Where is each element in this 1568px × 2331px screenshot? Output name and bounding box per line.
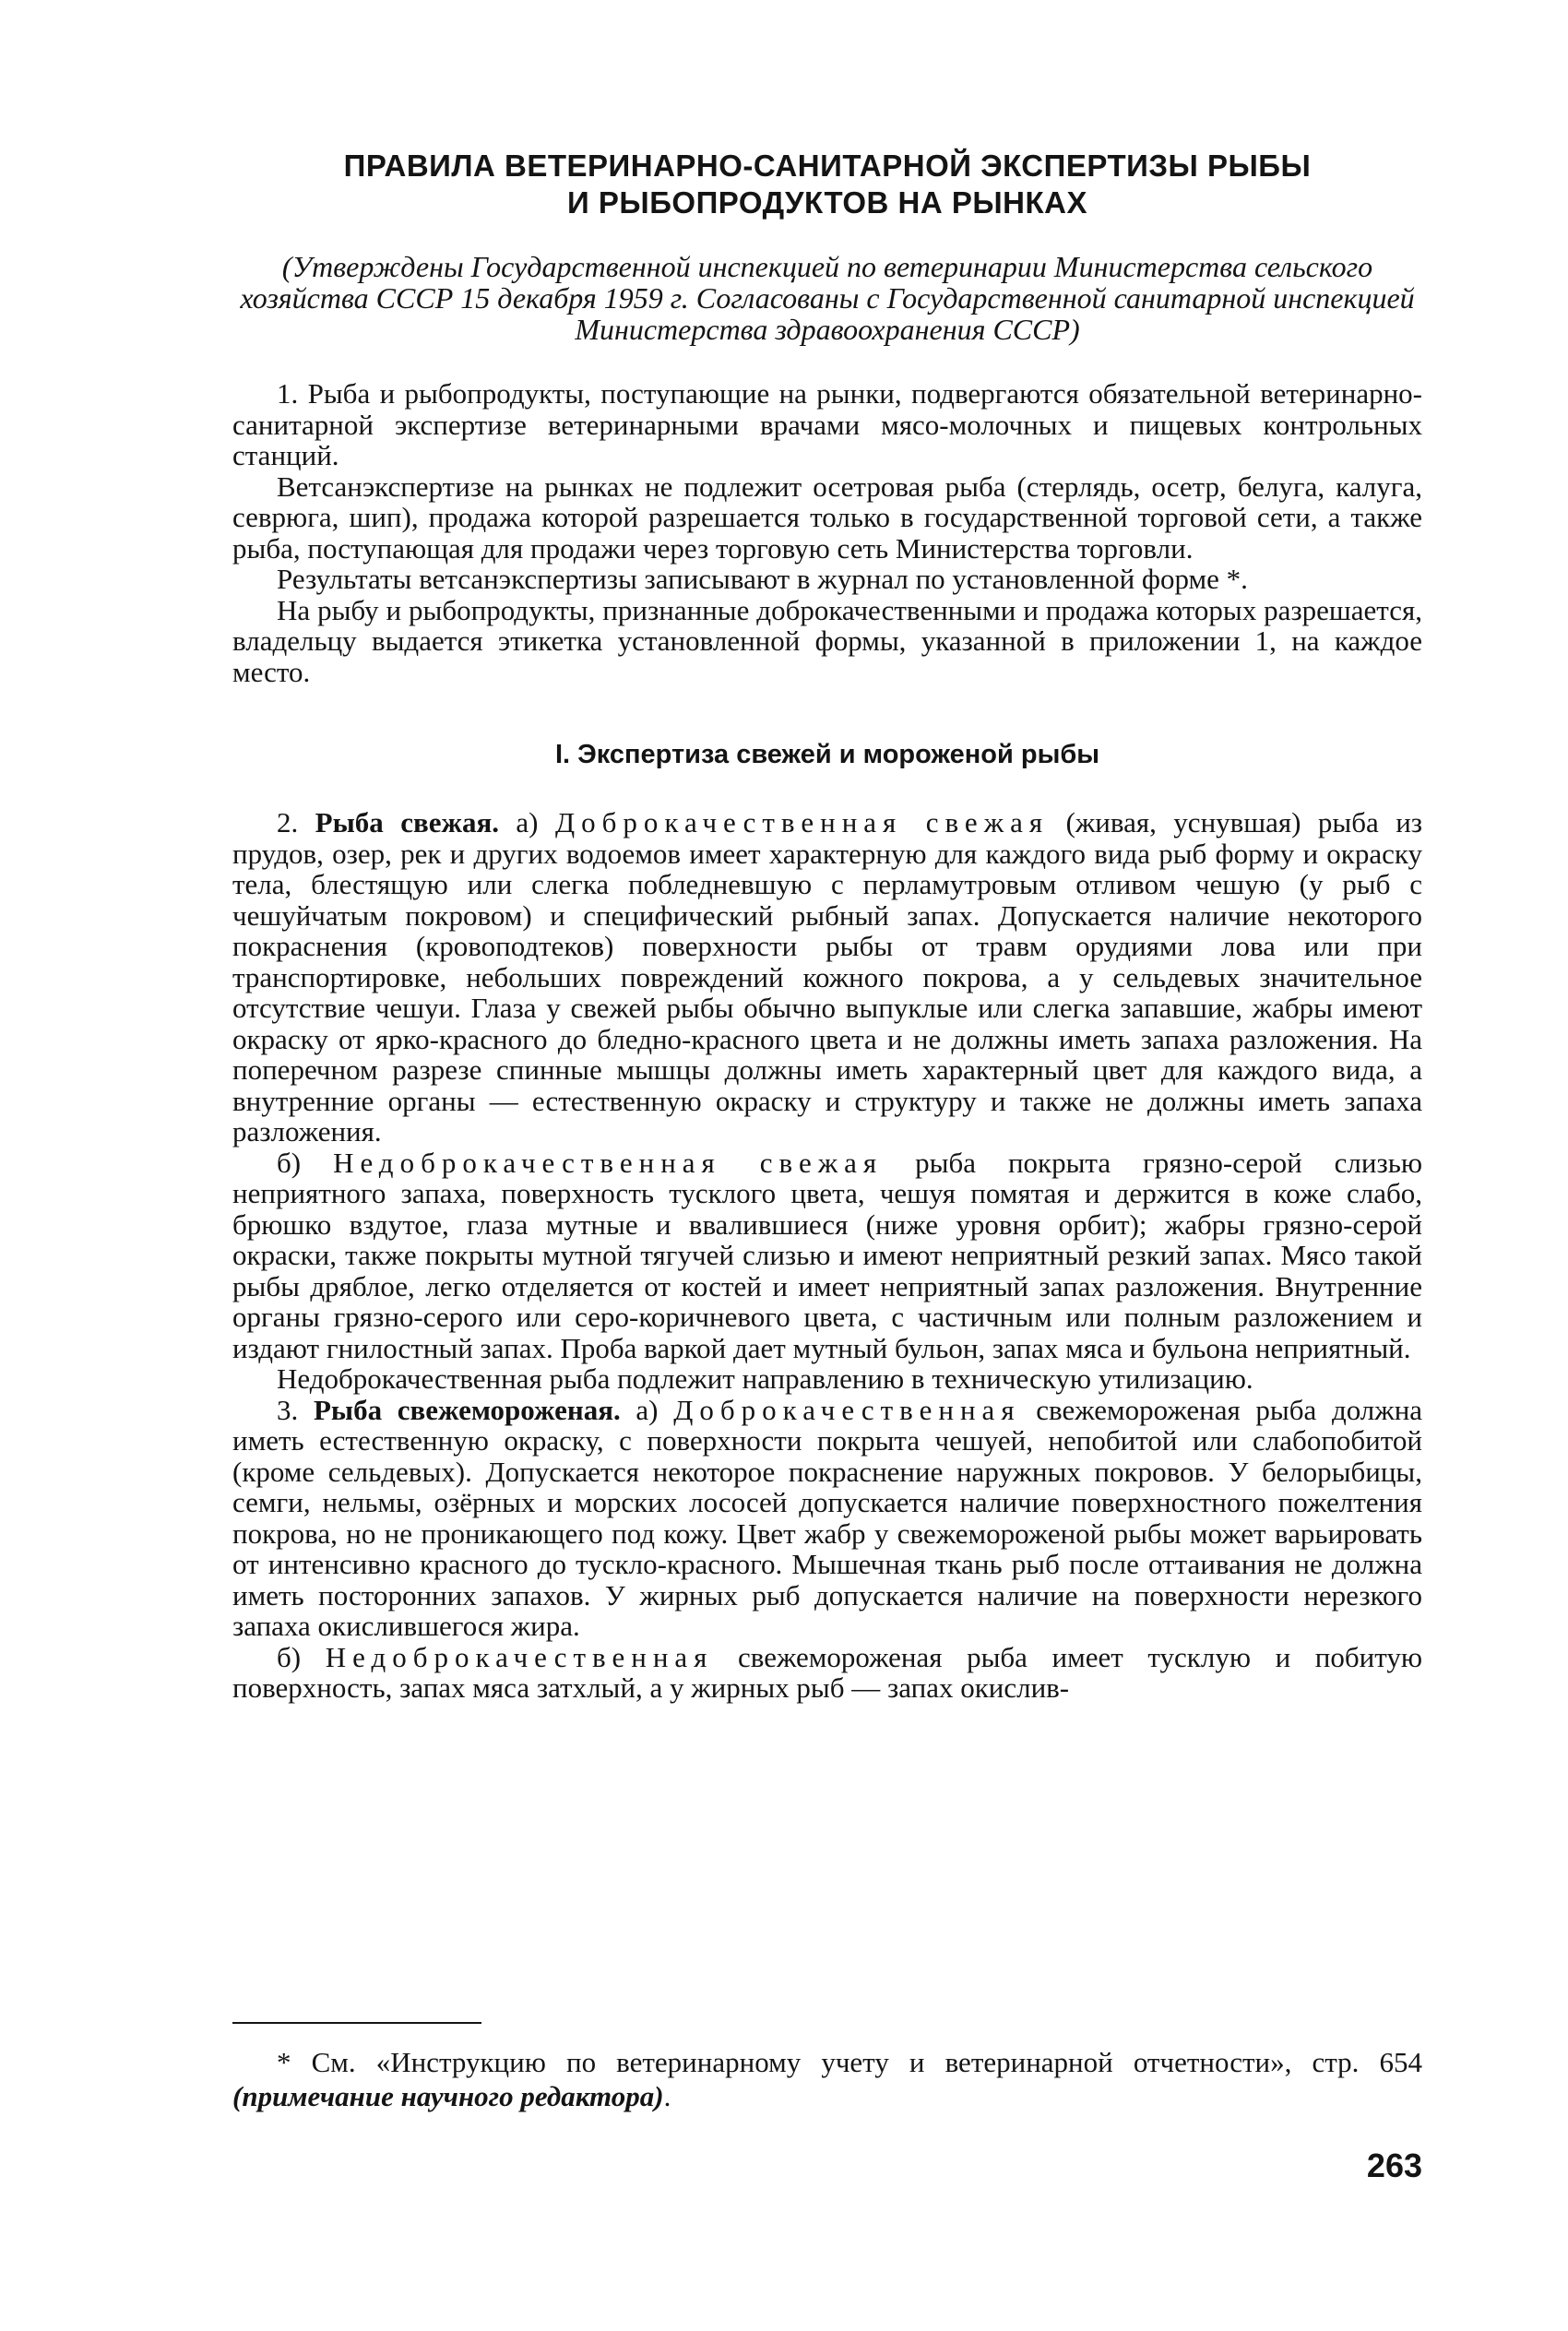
paragraph-3a-text: свежемороженая рыба должна иметь естественную окраску, с поверхности покрыта чешуей, непобитой или слабопобитой (кроме сельдевых). Допускается некоторое покраснение наружных покровов. У белорыбицы, семги, нельмы, озёрных и морских лососей допускается наличие поверхностного пожелтения покрова, но не проникающего под кожу. Цвет жабр у свежемороженой рыбы может варьировать от интенсивно красного до тускло-красного. Мышечная ткань рыб после оттаивания не должна иметь посторонних запахов. У жирных рыб допускается наличие на поверхности нерезкого запаха окислившегося жира. bbox=[232, 1393, 1423, 1642]
paragraph-2c: Недоброкачественная рыба подлежит направлению в техническую утилизацию. bbox=[277, 1362, 1253, 1395]
page-number: 263 bbox=[1366, 2147, 1422, 2184]
paragraph-2a-text: (живая, уснувшая) рыба из прудов, озер, рек и других водоемов имеет характерную для каждого вида рыб форму и окраску тела, блестящую или слегка побледневшую с перламутровым отливом чешую (у рыб с чешуйчатым покровом) и специфический рыбный запах. Допускается наличие некоторого покраснения (кровоподтеков) поверхности рыбы от травм орудиями лова или при транспортировке, небольших повреждений кожного покрова, а у сельдевых значительное отсутствие чешуи. Глаза у свежей рыбы обычно выпуклые или слегка запавшие, жабры имеют окраску от ярко-красного до бледно-красного цвета и не должны иметь запаха разложения. На поперечном разрезе спинные мышцы должны иметь характерный цвет для каждого вида, а внутренние органы — естественную окраску и структуру и также не должны иметь запаха разложения. bbox=[232, 806, 1423, 1148]
intro-paragraph-4: На рыбу и рыбопродукты, признанные доброкачественными и продажа которых разрешается, владельцу выдается этикетка установленной формы, указанной в приложении 1, на каждое место. bbox=[232, 593, 1422, 688]
intro-paragraph-2: Ветсанэкспертизе на рынках не подлежит осетровая рыба (стерлядь, осетр, белуга, калуга, севрюга, шип), продажа которой разрешается только в государственной торговой сети, а также рыба, поступающая для продажи через торговую сеть Министерства торговли. bbox=[232, 470, 1422, 565]
paragraph-2a-marker: а) bbox=[516, 806, 539, 838]
section-heading: I. Экспертиза свежей и мороженой рыбы bbox=[554, 740, 1100, 769]
title-line-2: И РЫБОПРОДУКТОВ НА РЫНКАХ bbox=[567, 185, 1087, 220]
paragraph-3b-marker: б) bbox=[277, 1640, 302, 1673]
paragraph-2-number: 2. bbox=[277, 806, 299, 838]
paragraph-3a-term: Доброкачественная bbox=[673, 1393, 1021, 1426]
intro-paragraph-1: 1. Рыба и рыбопродукты, поступающие на рынки, подвергаются обязательной ветеринарно-санитарной экспертизе ветеринарными врачами мясо-молочных и пищевых контрольных станций. bbox=[232, 377, 1422, 471]
footnote-divider bbox=[232, 2022, 481, 2024]
paragraph-3-number: 3. bbox=[277, 1393, 299, 1426]
paragraph-2b bbox=[232, 1148, 1422, 1364]
paragraph-2b-marker: б) bbox=[277, 1146, 302, 1179]
footnote bbox=[232, 2045, 1422, 2113]
intro-paragraph-3: Результаты ветсанэкспертизы записывают в журнал по установленной форме *. bbox=[277, 563, 1248, 595]
footnote-editor-note: (примечание научного редактора) bbox=[232, 2080, 664, 2112]
paragraph-2a-term: Доброкачественная свежая bbox=[554, 806, 1050, 838]
footnote-lead: * См. «Инструкцию по ветеринарному учету и ветеринарной отчетности», стр. 654 bbox=[277, 2046, 1422, 2078]
paragraph-3b-text: свежемороженая рыба имеет тусклую и побитую поверхность, запах мяса затхлый, а у жирных рыб — запах окислив- bbox=[232, 1640, 1423, 1704]
footnote-end: . bbox=[663, 2080, 671, 2112]
paragraph-3b-term: Недоброкачественная bbox=[325, 1640, 714, 1673]
paragraph-3a-marker: а) bbox=[636, 1393, 659, 1426]
paragraph-3b bbox=[232, 1642, 1422, 1704]
page-body bbox=[232, 148, 1422, 1704]
title-line-1: ПРАВИЛА ВЕТЕРИНАРНО-САНИТАРНОЙ ЭКСПЕРТИЗЫ РЫБЫ bbox=[343, 149, 1312, 183]
paragraph-3-heading: Рыба свежемороженая. bbox=[313, 1393, 621, 1426]
paragraph-2a bbox=[232, 807, 1422, 1148]
document-title bbox=[232, 148, 1422, 221]
paragraph-2b-term: Недоброкачественная свежая bbox=[333, 1146, 884, 1179]
paragraph-3a bbox=[232, 1395, 1422, 1642]
paragraph-2-heading: Рыба свежая. bbox=[315, 806, 499, 838]
paragraph-2b-text: рыба покрыта грязно-серой слизью неприятного запаха, поверхность тусклого цвета, чешуя помятая и держится в коже слабо, брюшко вздутое, глаза мутные и ввалившиеся (ниже уровня орбит); жабры грязно-серой окраски, также покрыты мутной тягучей слизью и имеют неприятный резкий запах. Мясо такой рыбы дряблое, легко отделяется от костей и имеет неприятный запах разложения. Внутренние органы грязно-серого или серо-коричневого цвета, с частичным или полным разложением и издают гнилостный запах. Проба варкой дает мутный бульон, запах мяса и бульона неприятный. bbox=[232, 1146, 1422, 1364]
approval-note: (Утверждены Государственной инспекцией по ветеринарии Министерства сельского хозяйства СССР 15 декабря 1959 г. Согласованы с Государственной санитарной инспекцией Министерства здравоохранения СССР) bbox=[240, 250, 1415, 346]
